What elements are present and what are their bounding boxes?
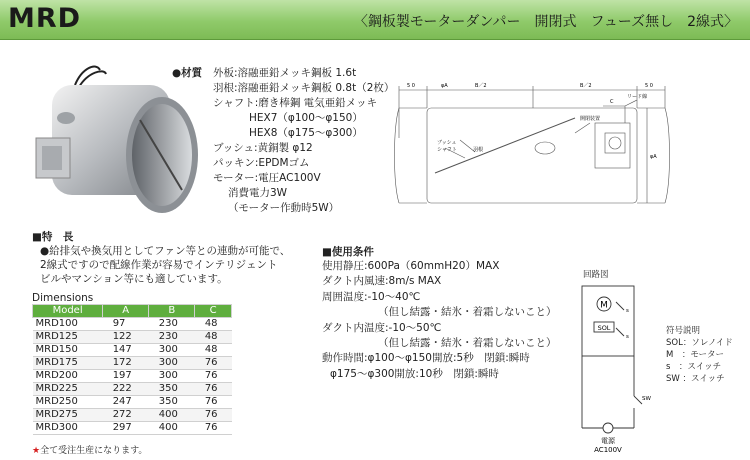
dimensions-body [33, 318, 232, 435]
model-cell: MRD175 [33, 357, 103, 370]
dimension-cell: 48 [195, 344, 232, 357]
features-line: ビルやマンション等にも適しています。 [40, 273, 228, 285]
spec-line: シャフト:磨き棒鋼 電気亜鉛メッキ [213, 97, 378, 109]
dimension-cell: 76 [195, 370, 232, 383]
dimension-cell: 197 [103, 370, 149, 383]
condition-line: 動作時間:φ100〜φ150開放:5秒 閉鎖:瞬時 [322, 352, 530, 365]
conditions-lines [322, 259, 557, 382]
dimension-cell: 300 [149, 357, 195, 370]
dimension-cell: 122 [103, 331, 149, 344]
spec-label: ●材質 [172, 67, 203, 79]
spec-line: HEX8（φ175〜φ300） [249, 127, 363, 139]
model-title: MRD [8, 3, 82, 34]
model-cell: MRD150 [33, 344, 103, 357]
table-header-row [33, 305, 232, 318]
condition-line: 使用静圧:600Pa（60mmH20）MAX [322, 260, 500, 272]
dimension-cell: 300 [149, 344, 195, 357]
dimensions-title: Dimensions [32, 292, 94, 304]
header-bar [0, 0, 750, 40]
power-label: 電源 [601, 437, 615, 445]
switch-s-label: s [626, 308, 629, 314]
column-header: Model [33, 305, 103, 318]
table-row [33, 396, 232, 409]
table-row [33, 409, 232, 422]
dimension-cell: 400 [149, 409, 195, 422]
dimension-cell: 48 [195, 331, 232, 344]
dim-a-label: φA [441, 83, 448, 89]
model-cell: MRD100 [33, 318, 103, 331]
blade-label: 羽根 [473, 147, 484, 153]
lead-wire-label: リード線 [627, 94, 648, 100]
dimension-cell: 297 [103, 422, 149, 435]
dimension-cell: 76 [195, 409, 232, 422]
sol-symbol: SOL [597, 324, 611, 332]
spec-line: ブッシュ:黄銅製 φ12 [213, 142, 313, 154]
dimension-cell: 97 [103, 318, 149, 331]
legend-title: 符号説明 [666, 326, 701, 336]
table-row [33, 357, 232, 370]
legend-item: M ：モーター [666, 350, 724, 360]
condition-line: ダクト内風速:8m/s MAX [322, 275, 442, 288]
condition-line: φ175〜φ300開放:10秒 閉鎖:瞬時 [330, 367, 499, 380]
dimension-cell: 76 [195, 422, 232, 435]
circuit-title: 回路図 [583, 270, 609, 280]
dim-b-left-label: B／2 [475, 83, 487, 89]
condition-line: （但し結露・結氷・着霜しないこと） [378, 306, 557, 319]
model-cell: MRD300 [33, 422, 103, 435]
table-row [33, 370, 232, 383]
dimensions-table [32, 304, 232, 435]
features-line: ●給排気や換気用としてファン等との連動が可能で、 [40, 245, 291, 257]
switch-sw-label: SW [642, 396, 651, 402]
spec-line: HEX7（φ100〜φ150） [249, 112, 363, 124]
switch-s-label: s [626, 334, 629, 340]
power-value: AC100V [594, 446, 622, 453]
dim-a-right-label: φA [650, 154, 657, 160]
dim-b-right-label: B／2 [580, 83, 592, 89]
spec-line: 消費電力3W [228, 187, 288, 199]
model-cell: MRD225 [33, 383, 103, 396]
spec-line: パッキン:EPDMゴム [213, 157, 310, 169]
model-cell: MRD125 [33, 331, 103, 344]
features-text [40, 244, 320, 286]
dimension-cell: 272 [103, 409, 149, 422]
dimension-cell: 400 [149, 422, 195, 435]
features-line: 2線式ですので配線作業が容易でインテリジェント [40, 259, 278, 271]
bushing-label: ブッシュ [437, 140, 457, 146]
table-row [33, 422, 232, 435]
dimension-cell: 76 [195, 383, 232, 396]
column-header: B [149, 305, 195, 318]
dimension-cell: 76 [195, 396, 232, 409]
shaft-label: シャフト [437, 147, 457, 153]
spec-line: モーター:電圧AC100V [213, 172, 321, 184]
dim-c-label: C [610, 99, 614, 105]
order-note [32, 443, 147, 456]
model-cell: MRD275 [33, 409, 103, 422]
dim-50-left-label: 5 0 [407, 83, 415, 89]
dimension-cell: 350 [149, 383, 195, 396]
dimension-cell: 230 [149, 331, 195, 344]
spec-line: 外板:溶融亜鉛メッキ鋼板 1.6t [213, 67, 357, 79]
condition-line: 周囲温度:-10〜40℃ [322, 290, 421, 303]
dimension-cell: 230 [149, 318, 195, 331]
spec-line: 羽根:溶融亜鉛メッキ鋼板 0.8t（2枚） [213, 82, 395, 94]
column-header: A [103, 305, 149, 318]
table-row [33, 383, 232, 396]
star-icon: ★ [32, 446, 41, 456]
table-row [33, 331, 232, 344]
features-heading: ■特 長 [32, 231, 74, 243]
spec-lines [213, 66, 394, 216]
product-subtitle: 〈鋼板製モーターダンパー 開閉式 フューズ無し 2線式〉 [353, 14, 738, 30]
dim-50-right-label: 5 0 [645, 83, 653, 89]
dimension-cell: 300 [149, 370, 195, 383]
dimension-cell: 76 [195, 357, 232, 370]
legend-item: SW ：スイッチ [666, 374, 725, 384]
legend-item: SOL：ソレノイド [666, 338, 733, 348]
dimension-cell: 172 [103, 357, 149, 370]
legend-item: s ：スイッチ [666, 362, 722, 372]
dimension-cell: 247 [103, 396, 149, 409]
product-photo [30, 60, 203, 220]
condition-line: （但し結露・結氷・着霜しないこと） [378, 336, 557, 349]
circuit-diagram [574, 278, 654, 453]
motor-symbol: M [600, 300, 608, 311]
dimension-cell: 147 [103, 344, 149, 357]
dimension-cell: 222 [103, 383, 149, 396]
table-row [33, 318, 232, 331]
model-cell: MRD200 [33, 370, 103, 383]
circuit-legend [666, 325, 733, 385]
drive-label: 開閉装置 [580, 116, 601, 122]
order-note-text: 全て受注生産になります。 [40, 446, 148, 456]
dimension-cell: 350 [149, 396, 195, 409]
technical-drawing [375, 78, 675, 228]
conditions-heading: ■使用条件 [322, 246, 374, 258]
dimension-cell: 48 [195, 318, 232, 331]
table-row [33, 344, 232, 357]
spec-line: （モーター作動時5W） [228, 202, 340, 214]
column-header: C [195, 305, 232, 318]
condition-line: ダクト内温度:-10〜50℃ [322, 321, 442, 334]
model-cell: MRD250 [33, 396, 103, 409]
